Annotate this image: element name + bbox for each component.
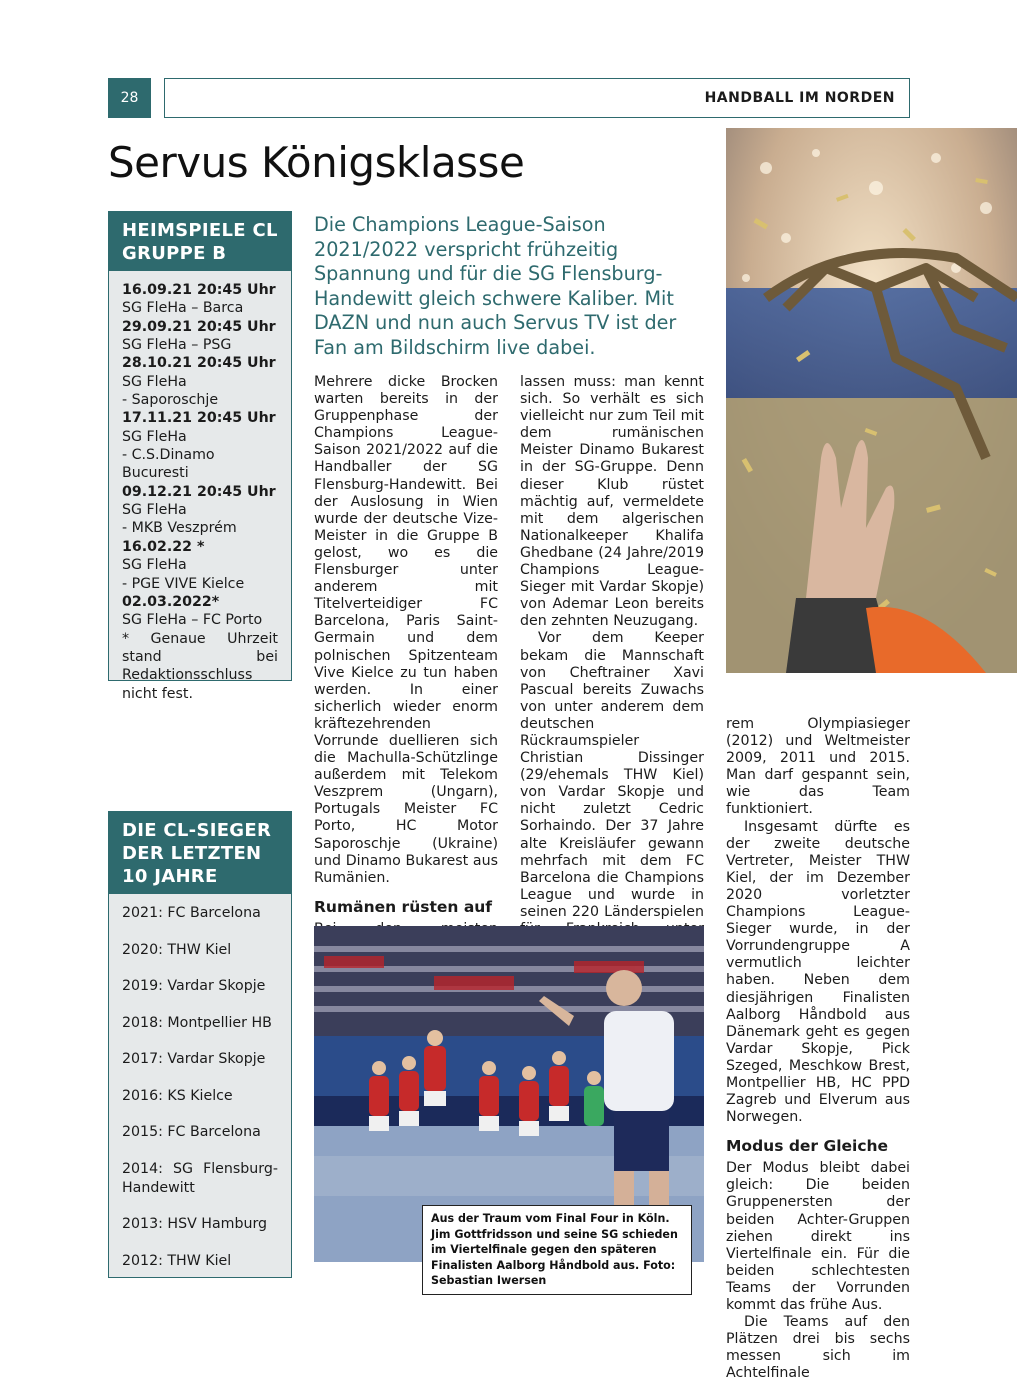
winners-list: [109, 894, 291, 1271]
body-paragraph: Mehrere dicke Brocken warten bereits in der Gruppenphase der Champions League-Saison 2021/2022 auf die Handballer der SG Flensburg-Handewitt. Bei der Auslosung in Wien wurde der deutsche Vize-Meister in die Gruppe B gelost, wo es die Flensburger unter anderem mit Titelverteidiger FC Barcelona, Paris Saint-Germain und dem polnischen Spitzenteam Vive Kielce zu tun haben werden. In einer sicherlich wieder enorm kräftezehrenden Vorrunde duellieren sich die Machulla-Schützlinge außerdem mit Telekom Veszprem (Ungarn), Portugals Meister FC Porto, HC Motor Saporoschje (Ukraine) und Dinamo Bukarest aus Rumänien.: [314, 374, 498, 886]
game-date: 09.12.21 20:45 Uhr: [122, 483, 276, 500]
winner-item: 2020: THW Kiel: [122, 941, 232, 958]
article-column-3: [726, 716, 910, 1382]
game-entry: [122, 318, 278, 355]
game-match: SG FleHa - Saporoschje: [122, 373, 219, 409]
body-paragraph: rem Olympiasieger (2012) und Weltmeister 2009, 2011 und 2015. Man darf gespannt sein, wie das Team funktioniert.: [726, 716, 910, 818]
game-entry: [122, 538, 278, 593]
winner-item: 2019: Vardar Skopje: [122, 978, 266, 994]
game-entry: [122, 593, 278, 630]
article-intro: Die Champions League-Saison 2021/2022 verspricht frühzeitig Spannung und für die SG Flensburg-Handewitt gleich schwere Kaliber. Mit DAZN und nun auch Servus TV ist der Fan am Bildschirm live dabei.: [314, 213, 677, 359]
game-match: SG FleHa – PSG: [122, 337, 232, 354]
photo-caption: Aus der Traum vom Final Four in Köln. Jim Gottfridsson und seine SG schieden im Viertelfinale gegen den späteren Finalisten Aalborg Håndbold aus. Foto: Sebastian Iwersen: [422, 1205, 692, 1295]
trophy-photo-graphic: [726, 128, 1017, 673]
subheading: Modus der Gleiche: [726, 1137, 889, 1156]
winner-item: 2012: THW Kiel: [122, 1252, 232, 1269]
winner-item: 2014: SG Flensburg-Handewitt: [122, 1160, 278, 1196]
game-date: 16.09.21 20:45 Uhr: [122, 282, 276, 298]
game-match: SG FleHa - PGE VIVE Kielce: [122, 557, 245, 592]
game-date: 29.09.21 20:45 Uhr: [122, 318, 276, 335]
time-note: * Genaue Uhrzeit stand bei Redaktionsschluss nicht fest.: [122, 630, 278, 702]
body-paragraph: lassen muss: man kennt sich. So verhält es sich vielleicht nur zum Teil mit dem rumänischen Meister Dinamo Bukarest in der SG-Gruppe. Denn dieser Klub rüstet mächtig auf, vermeldete mit dem algerischen Nationalkeeper Khalifa Ghedbane (24 Jahre/2019 Champions League-Sieger mit Vardar Skopje) von Ademar Leon bereits den zehnten Neuzugang.: [520, 374, 704, 630]
body-paragraph: Insgesamt dürfte es der zweite deutsche Vertreter, Meister THW Kiel, der im Dezember 2020 vorletzter Champions League-Sieger wurde, in der Vorrundengruppe A vermutlich leichter haben. Neben dem diesjährigen Finalisten Aalborg Håndbold aus Dänemark geht es gegen Vardar Skopje, Pick Szeged, Meschkow Brest, Montpellier HB, HC PPD Zagreb und Elverum aus Norwegen.: [726, 818, 910, 1126]
game-date: 28.10.21 20:45 Uhr: [122, 355, 276, 372]
winner-item: 2017: Vardar Skopje: [122, 1051, 266, 1067]
body-paragraph: Die Teams auf den Plätzen drei bis sechs messen sich im Achtelfinale: [726, 1314, 910, 1382]
winner-item: 2018: Montpellier HB: [122, 1014, 272, 1031]
page-number: 28: [108, 78, 151, 118]
game-match: SG FleHa – Barca: [122, 300, 244, 317]
article-column-2: [520, 374, 704, 955]
subheading: Rumänen rüsten auf: [314, 897, 493, 916]
home-games-box: [108, 211, 292, 702]
body-paragraph: Der Modus bleibt dabei gleich: Die beiden Gruppenersten der beiden Achter-Gruppen ziehen direkt ins Viertelfinale ein. Für die beiden schlechtesten Teams der Vorrunden kommt das frühe Aus.: [726, 1160, 910, 1313]
section-header: [164, 78, 910, 118]
winners-title: DIE CL-SIEGER DER LETZTEN 10 JAHRE: [109, 812, 291, 894]
game-match: SG FleHa – FC Porto: [122, 612, 263, 629]
article-headline: Servus Königsklasse: [108, 138, 525, 187]
winner-item: 2016: KS Kielce: [122, 1087, 233, 1104]
game-entry: [122, 281, 278, 318]
game-match: SG FleHa - C.S.Dinamo Bucuresti: [122, 428, 215, 482]
winner-item: 2015: FC Barcelona: [122, 1124, 261, 1140]
game-entry: [122, 354, 278, 409]
game-date: 16.02.22 *: [122, 538, 205, 555]
section-title: HANDBALL IM NORDEN: [704, 90, 895, 106]
home-games-title: HEIMSPIELE CL GRUPPE B: [109, 212, 291, 271]
game-date: 02.03.2022*: [122, 593, 220, 610]
winner-item: 2021: FC Barcelona: [122, 905, 261, 921]
trophy-photo: [726, 128, 1017, 673]
game-match: SG FleHa - MKB Veszprém: [122, 502, 237, 537]
game-entry: [122, 409, 278, 482]
game-entry: [122, 483, 278, 538]
winners-box: [108, 811, 292, 1278]
winner-item: 2013: HSV Hamburg: [122, 1216, 268, 1232]
article-column-1: [314, 374, 498, 989]
body-paragraph: Vor dem Keeper bekam die Mannschaft von Cheftrainer Xavi Pascual bereits Zuwachs von unter anderem dem deutschen Rückraumspieler Christian Dissinger (29/ehemals THW Kiel) von Vardar Skopje und nicht zuletzt Cedric Sorhaindo. Der 37 Jahre alte Kreisläufer gewann mehrfach mit dem FC Barcelona die Champions League und wurde in seinen 220 Länderspielen: [520, 630, 704, 920]
home-games-list: [109, 271, 291, 703]
game-date: 17.11.21 20:45 Uhr: [122, 410, 276, 427]
